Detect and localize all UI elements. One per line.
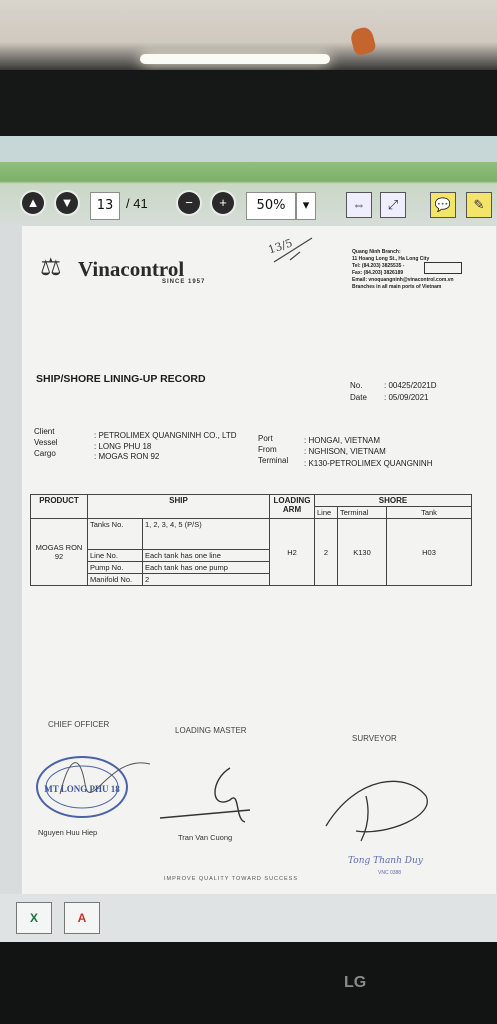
sig-loading-master-label: LOADING MASTER [175, 726, 247, 735]
company-logo-text: Vinacontrol [78, 257, 185, 281]
client-value: : PETROLIMEX QUANGNINH CO., LTD [94, 431, 237, 440]
handwritten-note: 13/5 [266, 236, 295, 257]
received-stamp [424, 262, 462, 274]
pdf-taskbar-button[interactable] [64, 902, 100, 934]
terminal-label: Terminal [258, 456, 289, 465]
surveyor-code: VNC 0388 [378, 870, 402, 876]
minus-icon: − [185, 195, 193, 210]
window-titlebar [0, 136, 497, 162]
surveyor-name: Tong Thanh Duy [348, 856, 423, 866]
footer-slogan: IMPROVE QUALITY TOWARD SUCCESS [164, 876, 299, 882]
fit-width-icon: ⇔ [352, 197, 366, 212]
chief-officer-name: Nguyen Huu Hiep [38, 828, 98, 837]
branch-line: Branches in all main ports of Vietnam [352, 284, 442, 290]
no-label: No. [350, 381, 363, 390]
chevron-down-icon: ▾ [302, 198, 310, 213]
terminal-value: : K130-PETROLIMEX QUANGNINH [304, 459, 433, 468]
zoom-out-button[interactable] [178, 192, 200, 214]
cargo-label: Cargo [34, 449, 56, 458]
handwritten-mark [270, 234, 316, 266]
branch-line: Quang Ninh Branch: [352, 249, 401, 255]
date-value: : 05/09/2021 [384, 393, 429, 402]
cell-product: MOGAS RON 92 [31, 519, 88, 586]
zoom-dropdown-button[interactable] [296, 192, 316, 220]
vessel-value: : LONG PHU 18 [94, 442, 152, 451]
client-label: Client [34, 427, 55, 436]
cell-tank: H03 [387, 519, 472, 586]
header-shore: SHORE [315, 495, 472, 507]
cell-manifold-no-label: Manifold No. [88, 574, 143, 586]
fit-width-button[interactable] [346, 192, 372, 218]
no-value: : 00425/2021D [384, 381, 437, 390]
page-number-input[interactable]: 13 [90, 192, 120, 220]
header-tank: Tank [387, 507, 472, 519]
page-total: / 41 [126, 196, 148, 211]
scales-logo-icon: ⚖ [40, 254, 62, 281]
branch-line: Tel: (84.203) 3825535 - [352, 263, 405, 269]
cell-tanks-no-value: 1, 2, 3, 4, 5 (P/S) [143, 519, 270, 550]
sig-chief-officer-label: CHIEF OFFICER [48, 720, 110, 729]
from-label: From [258, 445, 277, 454]
header-terminal: Terminal [338, 507, 387, 519]
cell-manifold-no-value: 2 [143, 574, 270, 586]
monitor-bezel-bottom [0, 942, 497, 1024]
excel-taskbar-button[interactable] [16, 902, 52, 934]
cell-pump-no-label: Pump No. [88, 562, 143, 574]
loading-master-signature [150, 760, 260, 830]
header-product: PRODUCT [31, 495, 88, 519]
pdf-icon: A [77, 911, 87, 925]
cell-pump-no-value: Each tank has one pump [143, 562, 270, 574]
header-ship: SHIP [88, 495, 270, 519]
plus-icon: + [219, 195, 227, 210]
previous-page-button[interactable] [22, 192, 44, 214]
loading-master-name: Tran Van Cuong [178, 833, 233, 842]
company-since: SINCE 1957 [162, 279, 206, 285]
table-row [31, 519, 472, 550]
lining-up-table [30, 494, 472, 586]
comment-icon: 💬 [434, 197, 452, 212]
arrow-down-icon: ▼ [60, 195, 74, 210]
sign-button[interactable] [466, 192, 492, 218]
branch-line: Email: vnoquangninh@vinacontrol.com.vn [352, 277, 454, 283]
sig-surveyor-label: SURVEYOR [352, 734, 397, 743]
cell-terminal: K130 [338, 519, 387, 586]
header-loading-arm: LOADING ARM [270, 495, 315, 519]
date-label: Date [350, 393, 367, 402]
cell-line-no-value: Each tank has one line [143, 550, 270, 562]
surveyor-signature [316, 776, 446, 846]
port-label: Port [258, 434, 273, 443]
arrow-up-icon: ▲ [26, 195, 40, 210]
monitor-brand-logo: LG [344, 974, 367, 991]
table-header-row [31, 495, 472, 507]
fit-page-button[interactable] [380, 192, 406, 218]
excel-icon: X [29, 911, 38, 925]
cell-tanks-no-label: Tanks No. [88, 519, 143, 550]
vessel-label: Vessel [34, 438, 58, 447]
header-line: Line [315, 507, 338, 519]
cell-loading-arm: H2 [270, 519, 315, 586]
branch-line: 11 Hoang Long St., Ha Long City [352, 256, 430, 262]
port-value: : HONGAI, VIETNAM [304, 436, 381, 445]
cargo-value: : MOGAS RON 92 [94, 452, 160, 461]
from-value: : NGHISON, VIETNAM [304, 447, 386, 456]
comment-button[interactable] [430, 192, 456, 218]
monitor-bezel-top [0, 70, 497, 136]
cell-line-no-label: Line No. [88, 550, 143, 562]
cell-line: 2 [315, 519, 338, 586]
branch-line: Fax: (84.203) 3826189 [352, 270, 404, 276]
zoom-in-button[interactable] [212, 192, 234, 214]
pen-icon: ✎ [473, 197, 485, 212]
chief-officer-signature [40, 744, 160, 804]
ship-stamp-text: MT LONG PHU 18 [44, 784, 120, 794]
fit-page-icon: ⤢ [387, 197, 399, 212]
document-title: SHIP/SHORE LINING-UP RECORD [36, 373, 206, 385]
next-page-button[interactable] [56, 192, 78, 214]
zoom-level-select[interactable]: 50% [246, 192, 296, 220]
ceiling-lamp [140, 54, 330, 64]
